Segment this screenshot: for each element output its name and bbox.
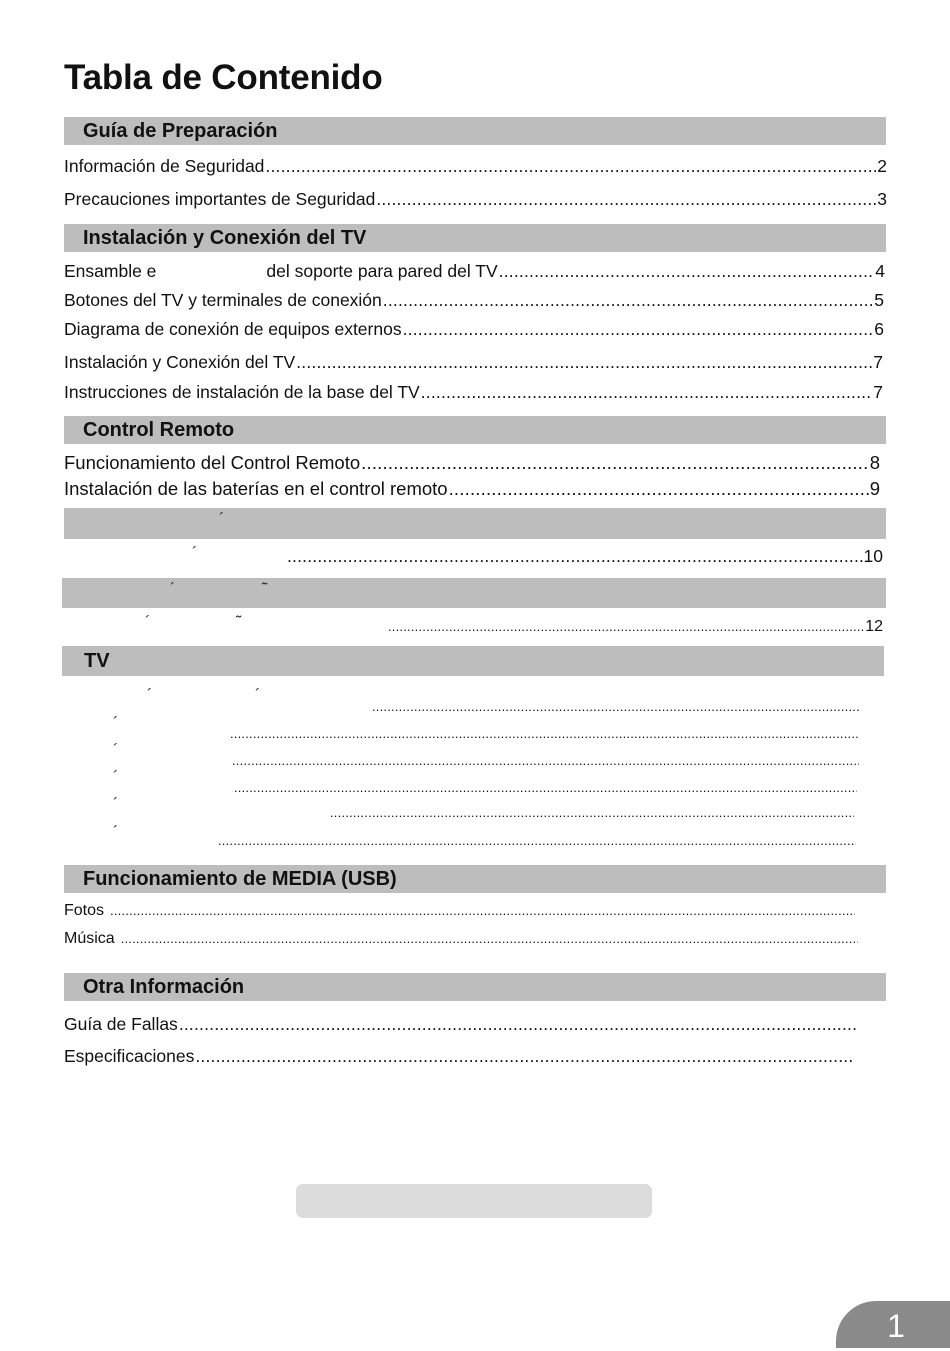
toc-label: Fotos bbox=[64, 902, 105, 919]
toc-label: Diagrama de conexión de equipos externos bbox=[64, 319, 402, 339]
stray-accent-mark: ´ bbox=[113, 769, 119, 786]
toc-leader bbox=[403, 318, 874, 340]
toc-entry-musica[interactable] bbox=[64, 928, 859, 950]
stray-tilde-mark: ˜ bbox=[262, 581, 268, 598]
stray-accent-mark: ´ bbox=[113, 796, 119, 813]
stray-accent-mark: ´ bbox=[192, 545, 198, 562]
toc-leader bbox=[372, 696, 859, 718]
toc-leader bbox=[234, 777, 857, 799]
toc-page: 7 bbox=[873, 382, 883, 402]
section-blank-1 bbox=[64, 508, 886, 539]
toc-leader bbox=[361, 452, 869, 474]
toc-entry-ensamble[interactable] bbox=[64, 260, 885, 282]
toc-page: 7 bbox=[873, 352, 883, 372]
toc-label: Guía de Fallas bbox=[64, 1014, 178, 1034]
toc-leader bbox=[296, 351, 872, 373]
toc-leader bbox=[232, 750, 859, 772]
toc-entry-tv-6[interactable] bbox=[217, 830, 857, 852]
toc-label: Instrucciones de instalación de la base del TV bbox=[64, 382, 420, 402]
stray-accent-mark: ´ bbox=[113, 715, 119, 732]
toc-page: 6 bbox=[874, 319, 884, 339]
toc-label: Ensamble e bbox=[64, 261, 157, 281]
toc-leader bbox=[110, 900, 855, 922]
toc-entry-especificaciones[interactable] bbox=[64, 1045, 856, 1067]
toc-leader bbox=[499, 260, 875, 282]
toc-entry-blank-10[interactable] bbox=[286, 545, 883, 567]
toc-page: 10 bbox=[863, 546, 883, 566]
stray-accent-mark: ´ bbox=[147, 687, 153, 704]
toc-page: 8 bbox=[869, 452, 880, 473]
toc-leader bbox=[449, 478, 869, 500]
toc-leader bbox=[179, 1013, 858, 1035]
blank-label-box bbox=[296, 1184, 652, 1218]
toc-label: Botones del TV y terminales de conexión bbox=[64, 290, 382, 310]
toc-leader bbox=[376, 188, 876, 210]
toc-entry-tv-3[interactable] bbox=[231, 750, 860, 772]
toc-entry-tv-4[interactable] bbox=[233, 777, 858, 799]
toc-entry-fotos[interactable] bbox=[64, 900, 856, 922]
toc-page: 5 bbox=[874, 290, 884, 310]
toc-leader bbox=[121, 928, 858, 950]
toc-entry-baterias[interactable] bbox=[64, 478, 880, 500]
toc-leader bbox=[330, 802, 854, 824]
toc-leader bbox=[265, 155, 876, 177]
toc-label: Instalación y Conexión del TV bbox=[64, 352, 296, 372]
toc-entry-instalacion-tv[interactable] bbox=[64, 351, 883, 373]
toc-entry-tv-2[interactable] bbox=[229, 723, 860, 745]
stray-accent-mark: ´ bbox=[145, 614, 151, 631]
section-control-remoto: Control Remoto bbox=[64, 416, 886, 444]
stray-accent-mark: ´ bbox=[255, 687, 261, 704]
toc-label-continued: del soporte para pared del TV bbox=[266, 261, 498, 281]
toc-entry-guia-fallas[interactable] bbox=[64, 1013, 859, 1035]
stray-tilde-mark: ˜ bbox=[236, 614, 242, 631]
toc-leader bbox=[218, 830, 856, 852]
toc-page: 3 bbox=[877, 189, 887, 209]
section-media-usb: Funcionamiento de MEDIA (USB) bbox=[64, 865, 886, 893]
toc-leader bbox=[230, 723, 859, 745]
section-instalacion-conexion: Instalación y Conexión del TV bbox=[64, 224, 886, 252]
toc-entry-instrucciones-base[interactable] bbox=[64, 381, 883, 403]
toc-entry-tv-5[interactable] bbox=[329, 802, 855, 824]
toc-label: Información de Seguridad bbox=[64, 156, 265, 176]
stray-accent-mark: ´ bbox=[113, 742, 119, 759]
toc-leader bbox=[421, 381, 873, 403]
toc-entry-precauciones[interactable] bbox=[64, 188, 887, 210]
section-tv: TV bbox=[62, 646, 884, 676]
toc-entry-tv-1[interactable] bbox=[371, 696, 860, 718]
toc-label: Funcionamiento del Control Remoto bbox=[64, 452, 361, 473]
toc-page: 4 bbox=[875, 261, 885, 281]
toc-leader bbox=[388, 616, 864, 638]
toc-entry-funcionamiento-control[interactable] bbox=[64, 452, 880, 474]
stray-accent-mark: ´ bbox=[170, 581, 176, 598]
toc-label: Especificaciones bbox=[64, 1046, 195, 1066]
stray-accent-mark: ´ bbox=[113, 824, 119, 841]
toc-page: 12 bbox=[865, 618, 883, 635]
toc-label: Música bbox=[64, 930, 115, 947]
section-guia-preparacion: Guía de Preparación bbox=[64, 117, 886, 145]
toc-leader bbox=[287, 545, 863, 567]
toc-leader bbox=[383, 289, 873, 311]
page-title: Tabla de Contenido bbox=[64, 58, 383, 97]
page-number-tab: 1 bbox=[836, 1301, 950, 1348]
toc-entry-informacion-seguridad[interactable] bbox=[64, 155, 887, 177]
toc-entry-blank-12[interactable] bbox=[387, 616, 883, 638]
toc-entry-botones[interactable] bbox=[64, 289, 884, 311]
toc-label: Precauciones importantes de Seguridad bbox=[64, 189, 376, 209]
toc-page: 9 bbox=[869, 478, 880, 499]
stray-accent-mark: ´ bbox=[219, 511, 225, 528]
section-otra-informacion: Otra Información bbox=[64, 973, 886, 1001]
toc-label: Instalación de las baterías en el control remoto bbox=[64, 478, 448, 499]
section-blank-2 bbox=[62, 578, 886, 608]
toc-entry-diagrama[interactable] bbox=[64, 318, 884, 340]
toc-leader bbox=[195, 1045, 855, 1067]
toc-page: 2 bbox=[877, 156, 887, 176]
